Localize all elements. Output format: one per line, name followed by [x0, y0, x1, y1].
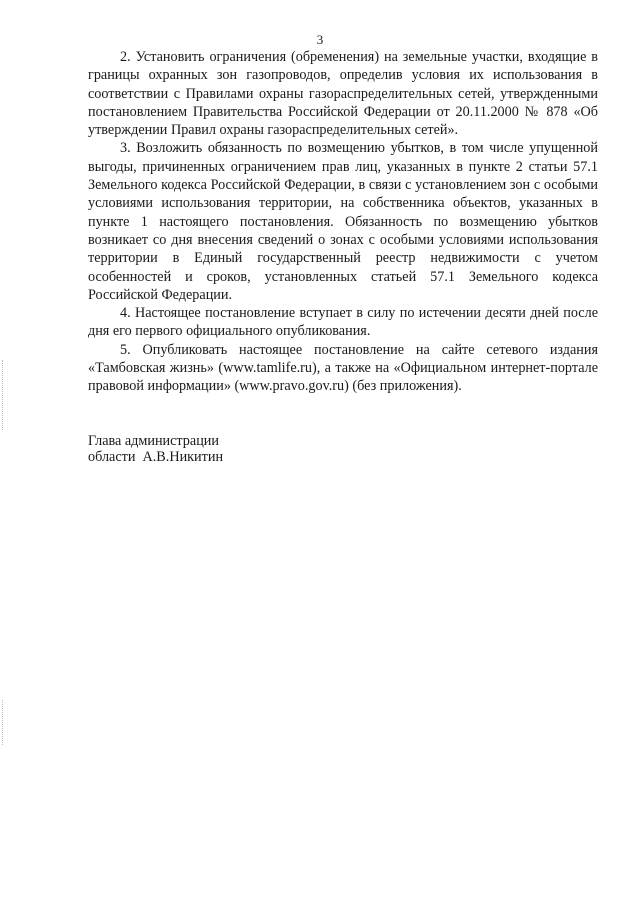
- paragraph-3: 3. Возложить обязанность по возмещению убытков, в том числе упущенной выгоды, причиненных ограничением прав лиц, указанных в пункте 2 статьи 57.1 Земельного кодекса Российской Федерации, в связи с установлением зон с особыми условиями использования территории, на собственника объектов, указанных в пункте 1 настоящего постановления. Обязанность по возмещению убытков возникает со дня внесения сведений о зонах с особыми условиями использования территории в Единый государственный реестр недвижимости с учетом особенностей и сроков, установленных статьей 57.1 Земельного кодекса Российской Федерации.: [88, 140, 598, 303]
- signatory-name: области А.В.Никитин: [88, 449, 224, 465]
- scan-edge-marks-bottom: [2, 700, 7, 745]
- paragraph-5: 5. Опубликовать настоящее постановление на сайте сетевого издания «Тамбовская жизнь» (www.tamlife.ru), а также на «Официальном интернет-портале правовой информации» (www.pravo.gov.ru) (без приложения).: [88, 341, 598, 395]
- page-number: 3: [316, 32, 324, 47]
- scan-edge-marks-top: [2, 360, 7, 430]
- paragraph-4: 4. Настоящее постановление вступает в силу по истечении десяти дней после дня его первого официального опубликования.: [88, 305, 598, 340]
- paragraph-2: 2. Установить ограничения (обременения) на земельные участки, входящие в границы охранных зон газопроводов, определив условия их использования в соответствии с Правилами охраны газораспределительных сетей, утвержденными постановлением Правительства Российской Федерации от 20.11.2000 № 878 «Об утверждении Правил охраны газораспределительных сетей».: [88, 49, 598, 139]
- document-body: [88, 48, 598, 396]
- signature-block: [88, 433, 223, 465]
- signatory-title: Глава администрации: [88, 433, 219, 449]
